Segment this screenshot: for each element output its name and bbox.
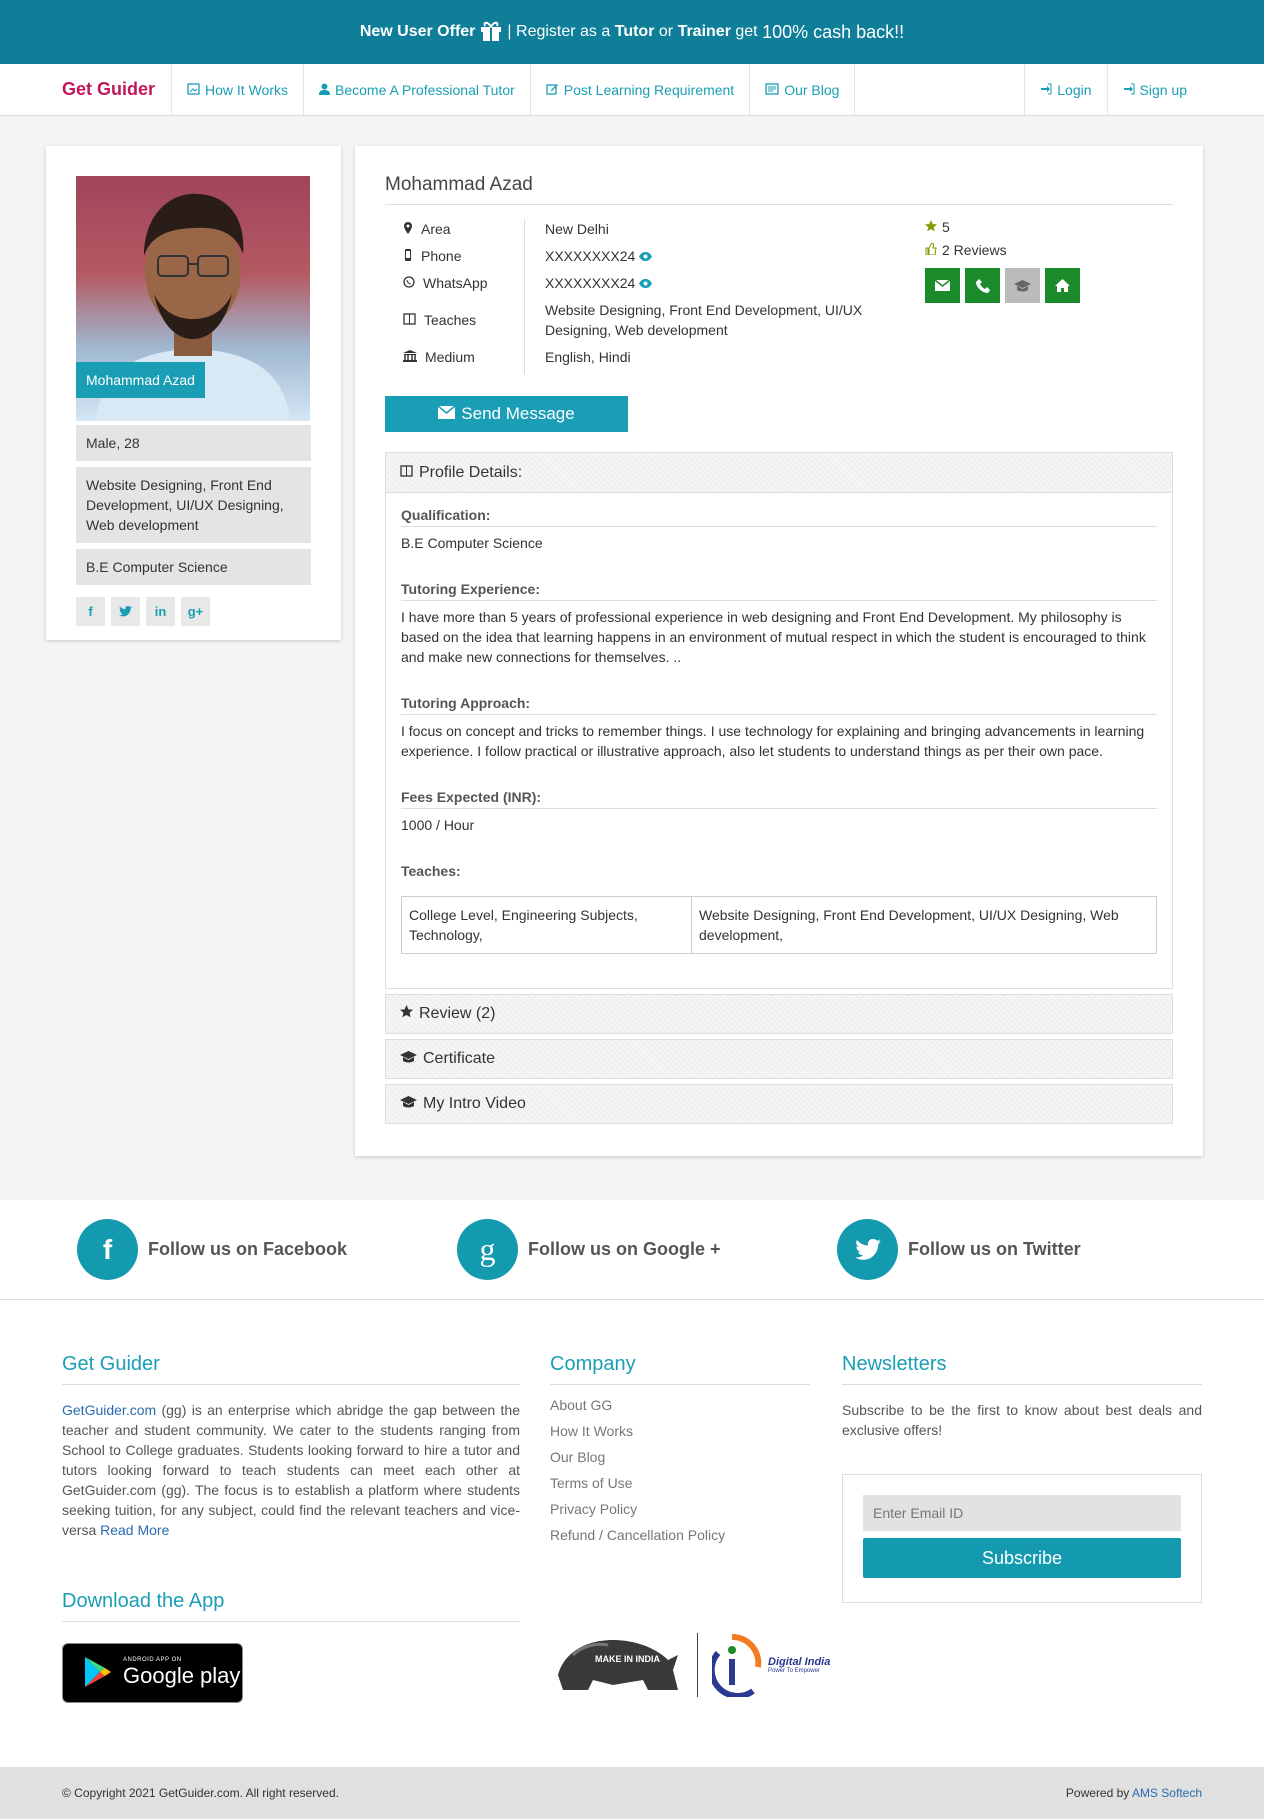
phone-label: Phone xyxy=(421,248,462,264)
qualification-value: B.E Computer Science xyxy=(401,535,543,551)
linkedin-icon[interactable]: in xyxy=(146,597,175,626)
follow-twitter[interactable] xyxy=(837,1219,1081,1280)
image-icon xyxy=(187,82,200,98)
promo-get: get xyxy=(735,23,758,40)
promo-banner xyxy=(0,0,1264,64)
whatsapp-label: WhatsApp xyxy=(423,275,488,291)
rating-reviews[interactable] xyxy=(925,242,1080,258)
promo-tutor: Tutor xyxy=(614,23,655,40)
subscribe-button[interactable]: Subscribe xyxy=(863,1538,1181,1578)
sign-in-icon xyxy=(1123,82,1135,98)
google-play-badge[interactable] xyxy=(62,1643,243,1703)
twitter-icon[interactable] xyxy=(111,597,140,626)
graduation-cap-icon xyxy=(400,1095,417,1113)
getguider-link[interactable]: GetGuider.com xyxy=(62,1402,157,1418)
rating-value: 5 xyxy=(942,219,950,235)
nav-become-tutor[interactable] xyxy=(304,64,531,115)
powered-by xyxy=(1066,1786,1202,1800)
info-medium-value: English, Hindi xyxy=(545,349,631,365)
footer-app-title: Download the App xyxy=(62,1590,520,1622)
follow-google-label: Follow us on Google + xyxy=(528,1239,721,1259)
profile-name-heading: Mohammad Azad xyxy=(385,174,1173,205)
nav-login-label: Login xyxy=(1057,81,1092,98)
send-message-label: Send Message xyxy=(461,404,575,423)
newsletter-form xyxy=(842,1474,1202,1603)
profile-photo xyxy=(76,176,310,421)
nav-how-it-works[interactable] xyxy=(172,64,304,115)
footer-about-title: Get Guider xyxy=(62,1353,520,1385)
footer-link-terms[interactable]: Terms of Use xyxy=(550,1475,633,1491)
profile-details-title: Profile Details: xyxy=(419,463,523,481)
fees-label: Fees Expected (INR): xyxy=(401,789,1157,809)
twitter-icon xyxy=(837,1219,898,1280)
footer-about-text xyxy=(62,1400,520,1540)
fees-value: 1000 / Hour xyxy=(401,817,475,833)
info-values xyxy=(525,219,865,374)
eye-icon[interactable] xyxy=(639,248,652,264)
graduation-cap-icon xyxy=(400,1050,417,1068)
certificate-section-title: Certificate xyxy=(423,1050,496,1067)
nav-post-requirement[interactable] xyxy=(531,64,750,115)
top-nav xyxy=(0,64,1264,116)
footer-link-blog[interactable]: Our Blog xyxy=(550,1449,606,1465)
promo-or: or xyxy=(658,23,674,40)
whatsapp-icon xyxy=(403,273,415,293)
info-teaches-value: Website Designing, Front End Development, UI/UX Designing, Web development xyxy=(545,302,863,338)
envelope-icon xyxy=(438,404,455,424)
experience-label: Tutoring Experience: xyxy=(401,581,1157,601)
gift-icon xyxy=(479,19,503,46)
footer-link-refund[interactable]: Refund / Cancellation Policy xyxy=(550,1527,726,1543)
certificate-section-header[interactable] xyxy=(385,1039,1173,1079)
facebook-icon: f xyxy=(77,1219,138,1280)
star-icon xyxy=(400,1005,413,1023)
promo-register: | Register as a xyxy=(507,23,611,40)
sidebar-qualification: B.E Computer Science xyxy=(76,549,311,585)
info-medium-label xyxy=(403,347,524,367)
profile-social-links xyxy=(76,597,311,626)
info-whatsapp-label xyxy=(403,273,524,293)
qualification-label: Qualification: xyxy=(401,507,1157,527)
facebook-icon[interactable]: f xyxy=(76,597,105,626)
eye-icon[interactable] xyxy=(639,275,652,291)
info-area-value: New Delhi xyxy=(545,221,609,237)
digital-india-tag: Power To Empower xyxy=(768,1668,820,1674)
columns-icon xyxy=(403,310,416,330)
nav-post-label: Post Learning Requirement xyxy=(563,81,735,98)
thumbs-up-icon xyxy=(925,242,937,258)
approach-label: Tutoring Approach: xyxy=(401,695,1157,715)
follow-google[interactable] xyxy=(457,1219,721,1280)
make-in-india-logo xyxy=(553,1630,683,1700)
profile-details-panel xyxy=(385,452,1173,989)
promo-offer: New User Offer xyxy=(359,23,476,40)
send-message-button[interactable] xyxy=(385,396,628,432)
gplay-small-text: ANDROID APP ON xyxy=(123,1657,182,1663)
rating-stars xyxy=(925,219,1080,235)
profile-section xyxy=(0,116,1264,1200)
about-body: (gg) is an enterprise which abridge the gap between the teacher and student community. We cater to the students ranging from School to College graduates. Students looking forward to hire a tutor and tutors looking forward to teach students can meet each other at GetGuider.com (gg). The focus is to establish a platform where students seeking tuition, for any subject, could find the relevant teachers and vice-versa xyxy=(62,1402,520,1538)
teaches-cell-levels: College Level, Engineering Subjects, Technology, xyxy=(402,897,692,953)
follow-us-bar xyxy=(0,1200,1264,1300)
review-section-header[interactable] xyxy=(385,994,1173,1034)
company-links xyxy=(550,1392,725,1548)
digital-india-icon xyxy=(712,1633,764,1697)
nav-login[interactable] xyxy=(1024,64,1106,115)
digital-india-text-wrap xyxy=(768,1656,830,1674)
follow-facebook[interactable] xyxy=(77,1219,347,1280)
footer-news-title: Newsletters xyxy=(842,1353,1202,1385)
area-label: Area xyxy=(421,221,451,237)
digital-india-text: Digital India xyxy=(768,1656,831,1668)
gender-age: Male, 28 xyxy=(76,425,311,461)
mobile-icon xyxy=(403,246,413,266)
footer-company-title: Company xyxy=(550,1353,810,1385)
info-labels xyxy=(385,219,525,374)
info-phone-label xyxy=(403,246,524,266)
google-plus-icon[interactable]: g+ xyxy=(181,597,210,626)
promo-trainer: Trainer xyxy=(677,23,731,40)
gplay-big-text: Google play xyxy=(123,1663,241,1688)
map-marker-icon xyxy=(403,219,413,239)
sidebar-subjects: Website Designing, Front End Development, UI/UX Designing, Web development xyxy=(76,467,311,543)
info-teaches-label xyxy=(403,300,524,340)
intro-video-section-header[interactable] xyxy=(385,1084,1173,1124)
intro-video-section-title: My Intro Video xyxy=(423,1095,526,1112)
user-icon xyxy=(319,82,330,98)
profile-main-card xyxy=(355,146,1203,1156)
phone-icon[interactable] xyxy=(965,268,1000,303)
teaches-table xyxy=(401,896,1157,954)
nav-how-label: How It Works xyxy=(205,81,288,98)
envelope-icon[interactable] xyxy=(925,268,960,303)
star-icon xyxy=(925,219,937,235)
footer-link-about[interactable]: About GG xyxy=(550,1397,613,1413)
nav-become-label: Become A Professional Tutor xyxy=(335,81,515,98)
nav-blog-label: Our Blog xyxy=(784,81,840,98)
teaches-label: Teaches: xyxy=(401,863,461,879)
brand-logo[interactable]: Get Guider xyxy=(62,64,172,115)
graduation-cap-icon[interactable] xyxy=(1005,268,1040,303)
lion-icon xyxy=(553,1630,683,1700)
site-footer xyxy=(0,1300,1264,1767)
rating-block xyxy=(925,219,1080,374)
google-play-text xyxy=(123,1657,240,1689)
approach-value: I focus on concept and tricks to remember things. I use technology for explaining and bringing advancements in learning experience. I follow practical or illustrative approach, also let students to understand things as per their own pace. xyxy=(401,723,1145,759)
columns-icon xyxy=(400,464,413,482)
footer-link-how[interactable]: How It Works xyxy=(550,1423,633,1439)
experience-value: I have more than 5 years of professional experience in web designing and Front End Development. My philosophy is based on the idea that learning happens in an environment of mutual respect in which the student is encouraged to think and make new connections for themselves. .. xyxy=(401,609,1146,665)
profile-info xyxy=(385,219,1173,374)
teaches-label: Teaches xyxy=(424,312,477,328)
edit-icon xyxy=(546,82,559,98)
google-icon: g xyxy=(457,1219,518,1280)
digital-india-logo xyxy=(712,1633,830,1697)
nav-signup-label: Sign up xyxy=(1139,81,1187,98)
review-section-title: Review (2) xyxy=(419,1005,496,1022)
ams-softech-link[interactable]: AMS Softech xyxy=(1131,1786,1202,1800)
profile-sidebar-card xyxy=(46,146,341,640)
nav-spacer xyxy=(855,64,1024,115)
nav-signup[interactable] xyxy=(1107,64,1202,115)
email-input[interactable]: Enter Email ID xyxy=(863,1495,1181,1531)
profile-details-header[interactable] xyxy=(386,453,1172,493)
play-store-icon xyxy=(83,1656,113,1691)
newspaper-icon xyxy=(765,82,779,98)
follow-facebook-label: Follow us on Facebook xyxy=(148,1239,348,1259)
footer-news-text: Subscribe to be the first to know about best deals and exclusive offers! xyxy=(842,1402,1202,1438)
make-in-india-text: MAKE IN INDIA xyxy=(595,1654,660,1664)
logo-divider xyxy=(697,1633,698,1697)
medium-label: Medium xyxy=(425,349,475,365)
powered-label: Powered by xyxy=(1065,1786,1130,1800)
teaches-cell-subjects: Website Designing, Front End Development, UI/UX Designing, Web development, xyxy=(699,907,1119,943)
photo-name-tag: Mohammad Azad xyxy=(76,362,205,398)
read-more-link[interactable]: Read More xyxy=(100,1522,170,1538)
contact-action-buttons xyxy=(925,268,1080,303)
whatsapp-value: XXXXXXXX24 xyxy=(545,275,636,291)
profile-details-body xyxy=(386,493,1172,988)
phone-value: XXXXXXXX24 xyxy=(545,248,636,264)
sign-in-icon xyxy=(1040,82,1052,98)
gov-logos xyxy=(553,1630,830,1700)
info-phone-value xyxy=(545,246,865,266)
copyright-text: © Copyright 2021 GetGuider.com. All right reserved. xyxy=(62,1786,339,1800)
copyright-bar xyxy=(0,1767,1264,1819)
follow-twitter-label: Follow us on Twitter xyxy=(908,1239,1081,1259)
info-whatsapp-value xyxy=(545,273,865,293)
promo-cashback: 100% cash back!! xyxy=(762,21,905,42)
institution-icon xyxy=(403,347,417,367)
home-icon[interactable] xyxy=(1045,268,1080,303)
info-area-label xyxy=(403,219,524,239)
footer-link-privacy[interactable]: Privacy Policy xyxy=(550,1501,638,1517)
nav-blog[interactable] xyxy=(750,64,855,115)
reviews-count: 2 Reviews xyxy=(942,242,1007,258)
